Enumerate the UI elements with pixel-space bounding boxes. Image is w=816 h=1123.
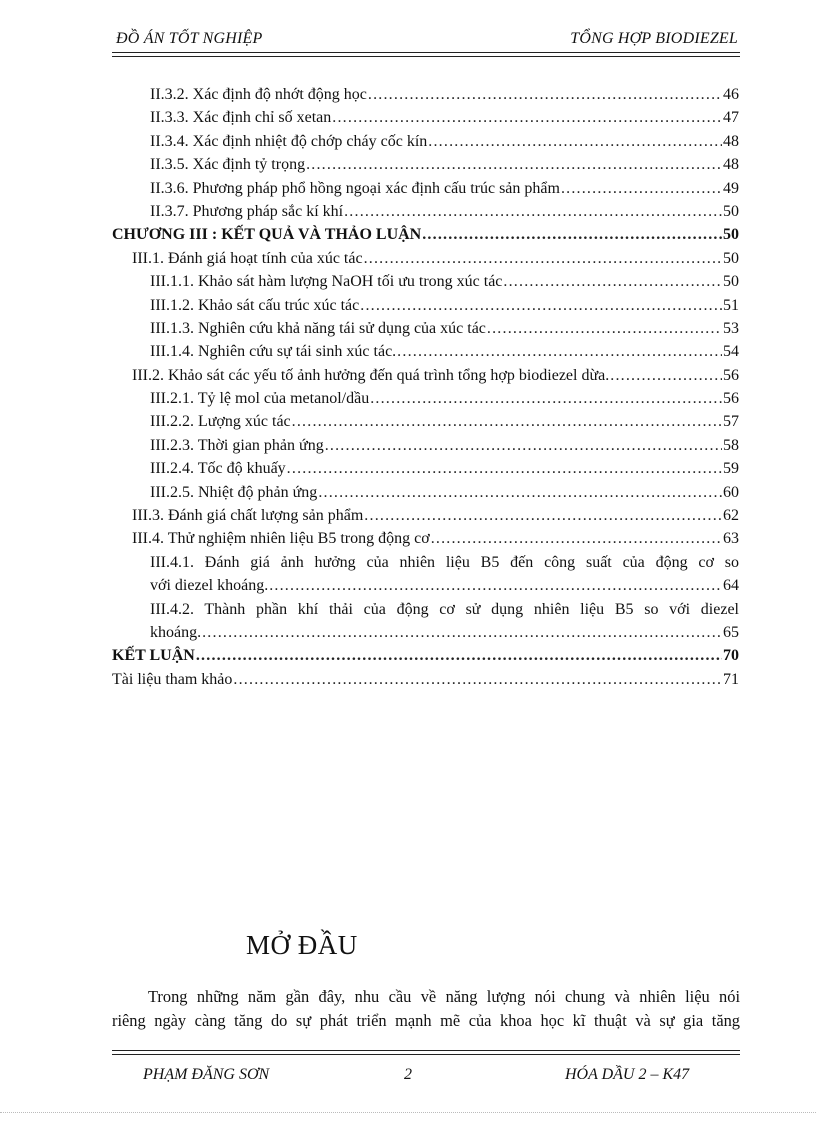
toc-entry-page: 51 xyxy=(723,296,739,314)
toc-entry-text: CHƯƠNG III : KẾT QUẢ VÀ THẢO LUẬN xyxy=(112,226,422,244)
toc-leader xyxy=(196,644,722,667)
toc-entry-text: KẾT LUẬN xyxy=(112,647,195,665)
toc-entry xyxy=(112,434,739,457)
toc-leader xyxy=(370,387,722,410)
header-left: ĐỒ ÁN TỐT NGHIỆP xyxy=(116,30,263,47)
toc-entry-text: III.1.1. Khảo sát hàm lượng NaOH tối ưu trong xúc tác xyxy=(150,273,503,291)
toc-entry-text: III.1.4. Nghiên cứu sự tái sinh xúc tác. xyxy=(150,343,397,361)
toc-section xyxy=(112,527,739,550)
toc-entry-text: II.3.7. Phương pháp sắc kí khí xyxy=(150,202,344,220)
toc-entry-wrapped-line: III.4.2. Thành phần khí thải của động cơ sử dụng nhiên liệu B5 so với diezel xyxy=(150,600,739,618)
toc-entry xyxy=(112,270,739,293)
toc-entry xyxy=(112,457,739,480)
toc-entry-page: 47 xyxy=(723,109,739,127)
toc-leader xyxy=(202,621,722,644)
toc-entry-text: III.2. Khảo sát các yếu tố ảnh hưởng đến quá trình tổng hợp biodiezel dừa. xyxy=(132,366,610,384)
toc-leader xyxy=(233,668,722,691)
toc-entry-page: 57 xyxy=(723,413,739,431)
toc-leader xyxy=(292,410,722,433)
paragraph-line: Trong những năm gần đây, nhu cầu về năng lượng nói chung và nhiên liệu nói xyxy=(148,987,740,1006)
toc-entry xyxy=(112,106,739,129)
toc-leader xyxy=(364,247,722,270)
toc-entry xyxy=(112,130,739,153)
toc-entry-wrapped-line: III.4.1. Đánh giá ảnh hưởng của nhiên liệu B5 đến công suất của động cơ so xyxy=(150,553,739,571)
toc-entry-text: III.2.3. Thời gian phản ứng xyxy=(150,436,324,454)
toc-entry xyxy=(112,294,739,317)
toc-entry-text: III.4. Thử nghiệm nhiên liệu B5 trong động cơ xyxy=(132,530,430,548)
toc-entry xyxy=(112,410,739,433)
toc-entry-text: III.2.5. Nhiệt độ phản ứng xyxy=(150,483,318,501)
toc-leader xyxy=(431,527,722,550)
table-of-contents xyxy=(112,83,739,691)
toc-entry-page: 50 xyxy=(723,273,739,291)
toc-entry xyxy=(112,83,739,106)
toc-leader xyxy=(422,223,722,246)
footer-rule xyxy=(112,1050,740,1051)
toc-leader xyxy=(360,294,722,317)
toc-entry-page: 63 xyxy=(723,530,739,548)
toc-entry-page: 56 xyxy=(723,366,739,384)
toc-entry xyxy=(112,387,739,410)
toc-entry-text: II.3.2. Xác định độ nhớt động học xyxy=(150,86,367,103)
toc-entry xyxy=(112,340,739,363)
toc-entry-text: III.1. Đánh giá hoạt tính của xúc tác xyxy=(132,249,363,267)
toc-entry-page: 64 xyxy=(723,577,739,595)
toc-entry-text: II.3.5. Xác định tỷ trọng xyxy=(150,156,306,174)
toc-entry-page: 70 xyxy=(723,647,739,665)
footer-author: PHẠM ĐĂNG SƠN xyxy=(143,1066,270,1083)
header-rule xyxy=(112,56,740,57)
header-rule xyxy=(112,52,740,53)
toc-chapter xyxy=(112,223,739,246)
toc-leader xyxy=(306,153,722,176)
page-bottom-edge xyxy=(0,1112,816,1113)
toc-leader xyxy=(269,574,722,597)
toc-entry-page: 50 xyxy=(723,202,739,220)
toc-entry-page: 58 xyxy=(723,436,739,454)
toc-entry-page: 62 xyxy=(723,507,739,525)
toc-entry-page: 50 xyxy=(723,226,739,244)
toc-entry-page: 46 xyxy=(723,86,739,103)
toc-leader xyxy=(487,317,722,340)
toc-entry xyxy=(112,481,739,504)
toc-entry-text: II.3.6. Phương pháp phổ hồng ngoại xác định cấu trúc sản phẩm xyxy=(150,179,560,197)
toc-leader xyxy=(318,481,722,504)
toc-entry-page: 48 xyxy=(723,156,739,174)
body-paragraph xyxy=(112,985,740,1033)
toc-section xyxy=(112,364,739,387)
toc-leader xyxy=(325,434,722,457)
toc-entry-page: 50 xyxy=(723,249,739,267)
toc-leader xyxy=(428,130,722,153)
toc-entry-text: với diezel khoáng. xyxy=(150,577,269,595)
toc-entry-text: III.1.2. Khảo sát cấu trúc xúc tác xyxy=(150,296,360,314)
toc-leader xyxy=(561,177,722,200)
toc-entry-text: III.3. Đánh giá chất lượng sản phẩm xyxy=(132,507,364,525)
toc-entry-page: 65 xyxy=(723,623,739,641)
toc-entry-page: 59 xyxy=(723,460,739,478)
toc-entry xyxy=(112,668,739,691)
paragraph-line: riêng ngày càng tăng do sự phát triển mạnh mẽ của khoa học kĩ thuật và sự gia tăng xyxy=(112,1011,740,1030)
toc-leader xyxy=(287,457,722,480)
toc-entry-page: 48 xyxy=(723,132,739,150)
toc-entry xyxy=(112,621,739,644)
toc-entry-text: Tài liệu tham khảo xyxy=(112,670,233,688)
toc-entry-page: 56 xyxy=(723,390,739,408)
page-header xyxy=(116,30,738,50)
toc-entry-page: 71 xyxy=(723,670,739,688)
toc-leader xyxy=(332,106,722,129)
toc-entry-page: 49 xyxy=(723,179,739,197)
toc-entry-page: 54 xyxy=(723,343,739,361)
footer-rule xyxy=(112,1054,740,1055)
toc-section xyxy=(112,247,739,270)
page-number: 2 xyxy=(404,1066,412,1083)
toc-entry-text: khoáng. xyxy=(150,623,202,641)
toc-entry-text: II.3.3. Xác định chỉ số xetan xyxy=(150,109,332,127)
toc-leader xyxy=(397,340,722,363)
toc-entry-text: III.2.4. Tốc độ khuấy xyxy=(150,460,286,478)
toc-leader xyxy=(344,200,722,223)
toc-entry-page: 53 xyxy=(723,319,739,337)
toc-entry xyxy=(112,574,739,597)
toc-entry xyxy=(112,317,739,340)
toc-entry xyxy=(112,177,739,200)
footer-class: HÓA DẦU 2 – K47 xyxy=(565,1066,690,1083)
toc-entry-text: III.2.1. Tỷ lệ mol của metanol/dầu xyxy=(150,390,370,408)
toc-entry-text: III.1.3. Nghiên cứu khả năng tái sử dụng của xúc tác xyxy=(150,319,486,337)
toc-entry-text: II.3.4. Xác định nhiệt độ chớp cháy cốc kín xyxy=(150,132,428,150)
toc-leader xyxy=(610,364,722,387)
toc-leader xyxy=(368,83,722,106)
toc-entry xyxy=(112,153,739,176)
header-right: TỔNG HỢP BIODIEZEL xyxy=(570,30,738,47)
toc-section xyxy=(112,504,739,527)
section-title: MỞ ĐẦU xyxy=(246,930,358,960)
toc-entry-text: III.2.2. Lượng xúc tác xyxy=(150,413,291,431)
toc-leader xyxy=(503,270,722,293)
toc-chapter xyxy=(112,644,739,667)
toc-entry xyxy=(112,200,739,223)
toc-leader xyxy=(364,504,722,527)
toc-entry-page: 60 xyxy=(723,483,739,501)
